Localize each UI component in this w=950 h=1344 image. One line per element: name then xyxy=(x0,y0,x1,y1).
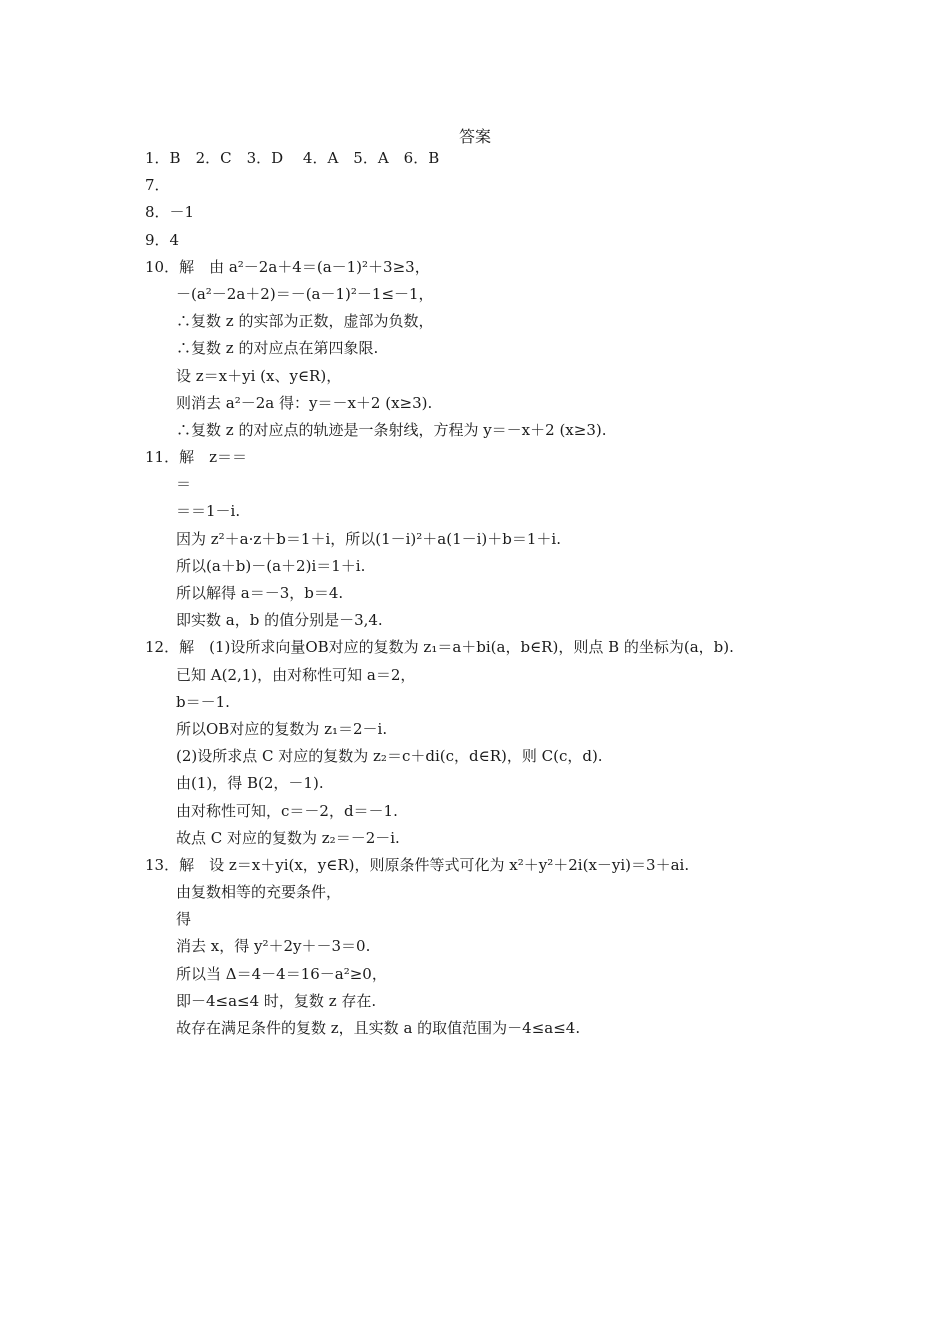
answer-line: 1．B 2．C 3．D 4．A 5．A 6．B xyxy=(145,149,440,167)
answer-line: 所以(a＋b)－(a＋2)i＝1＋i. xyxy=(176,556,366,575)
answer-line: 因为 z²＋a·z＋b＝1＋i，所以(1－i)²＋a(1－i)＋b＝1＋i. xyxy=(176,529,561,548)
answer-line: 已知 A(2,1)，由对称性可知 a＝2， xyxy=(176,665,416,684)
answer-line: (2)设所求点 C 对应的复数为 z₂＝c＋di(c，d∈R)，则 C(c，d). xyxy=(176,747,603,766)
answer-line: 设 z＝x＋yi (x、y∈R)， xyxy=(176,366,342,385)
answer-body xyxy=(145,145,845,1042)
answer-line: 所以解得 a＝－3，b＝4. xyxy=(176,584,344,602)
answer-line: 由对称性可知，c＝－2，d＝－1. xyxy=(176,801,398,820)
answer-line: 即－4≤a≤4 时，复数 z 存在. xyxy=(176,991,377,1010)
answer-line: 13．解 设 z＝x＋yi(x，y∈R)，则原条件等式可化为 x²＋y²＋2i(x－yi)＝3＋ai. xyxy=(145,855,690,874)
answer-line: 所以OB对应的复数为 z₁＝2－i. xyxy=(176,719,388,738)
answer-line: 10．解 由 a²－2a＋4＝(a－1)²＋3≥3， xyxy=(145,257,430,276)
answer-line: 即实数 a，b 的值分别是－3,4. xyxy=(176,611,383,630)
answer-line: ∴复数 z 的对应点在第四象限. xyxy=(176,339,379,358)
answer-line: 所以当 Δ＝4－4＝16－a²≥0， xyxy=(176,964,387,983)
answer-line: ＝＝1－i. xyxy=(176,502,241,521)
answer-line: ＝ xyxy=(176,475,192,494)
answer-line: 11．解 z＝＝ xyxy=(145,448,247,467)
answer-line: ∴复数 z 的实部为正数，虚部为负数， xyxy=(176,312,434,331)
answer-line: b＝－1. xyxy=(176,692,230,711)
answer-line: 由复数相等的充要条件， xyxy=(176,883,342,902)
answer-line: 得 xyxy=(176,910,192,929)
answer-line: 由(1)，得 B(2，－1). xyxy=(176,774,324,793)
answer-line: 9．4 xyxy=(145,230,180,249)
answer-line: 8．－1 xyxy=(145,203,195,222)
answer-line: 故点 C 对应的复数为 z₂＝－2－i. xyxy=(176,828,400,847)
answer-line: －(a²－2a＋2)＝－(a－1)²－1≤－1， xyxy=(176,284,434,303)
answer-line: 12．解 (1)设所求向量OB对应的复数为 z₁＝a＋bi(a，b∈R)，则点 B 的坐标为(a，b). xyxy=(145,638,734,657)
answer-title: 答案 xyxy=(458,127,491,146)
answer-line: ∴复数 z 的对应点的轨迹是一条射线，方程为 y＝－x＋2 (x≥3). xyxy=(176,420,607,439)
answer-line: 故存在满足条件的复数 z，且实数 a 的取值范围为－4≤a≤4. xyxy=(176,1019,581,1037)
answer-line: 则消去 a²－2a 得：y＝－x＋2 (x≥3). xyxy=(176,393,433,412)
answer-line: 消去 x，得 y²＋2y＋－3＝0. xyxy=(176,937,371,956)
answer-line: 7． xyxy=(145,176,170,195)
